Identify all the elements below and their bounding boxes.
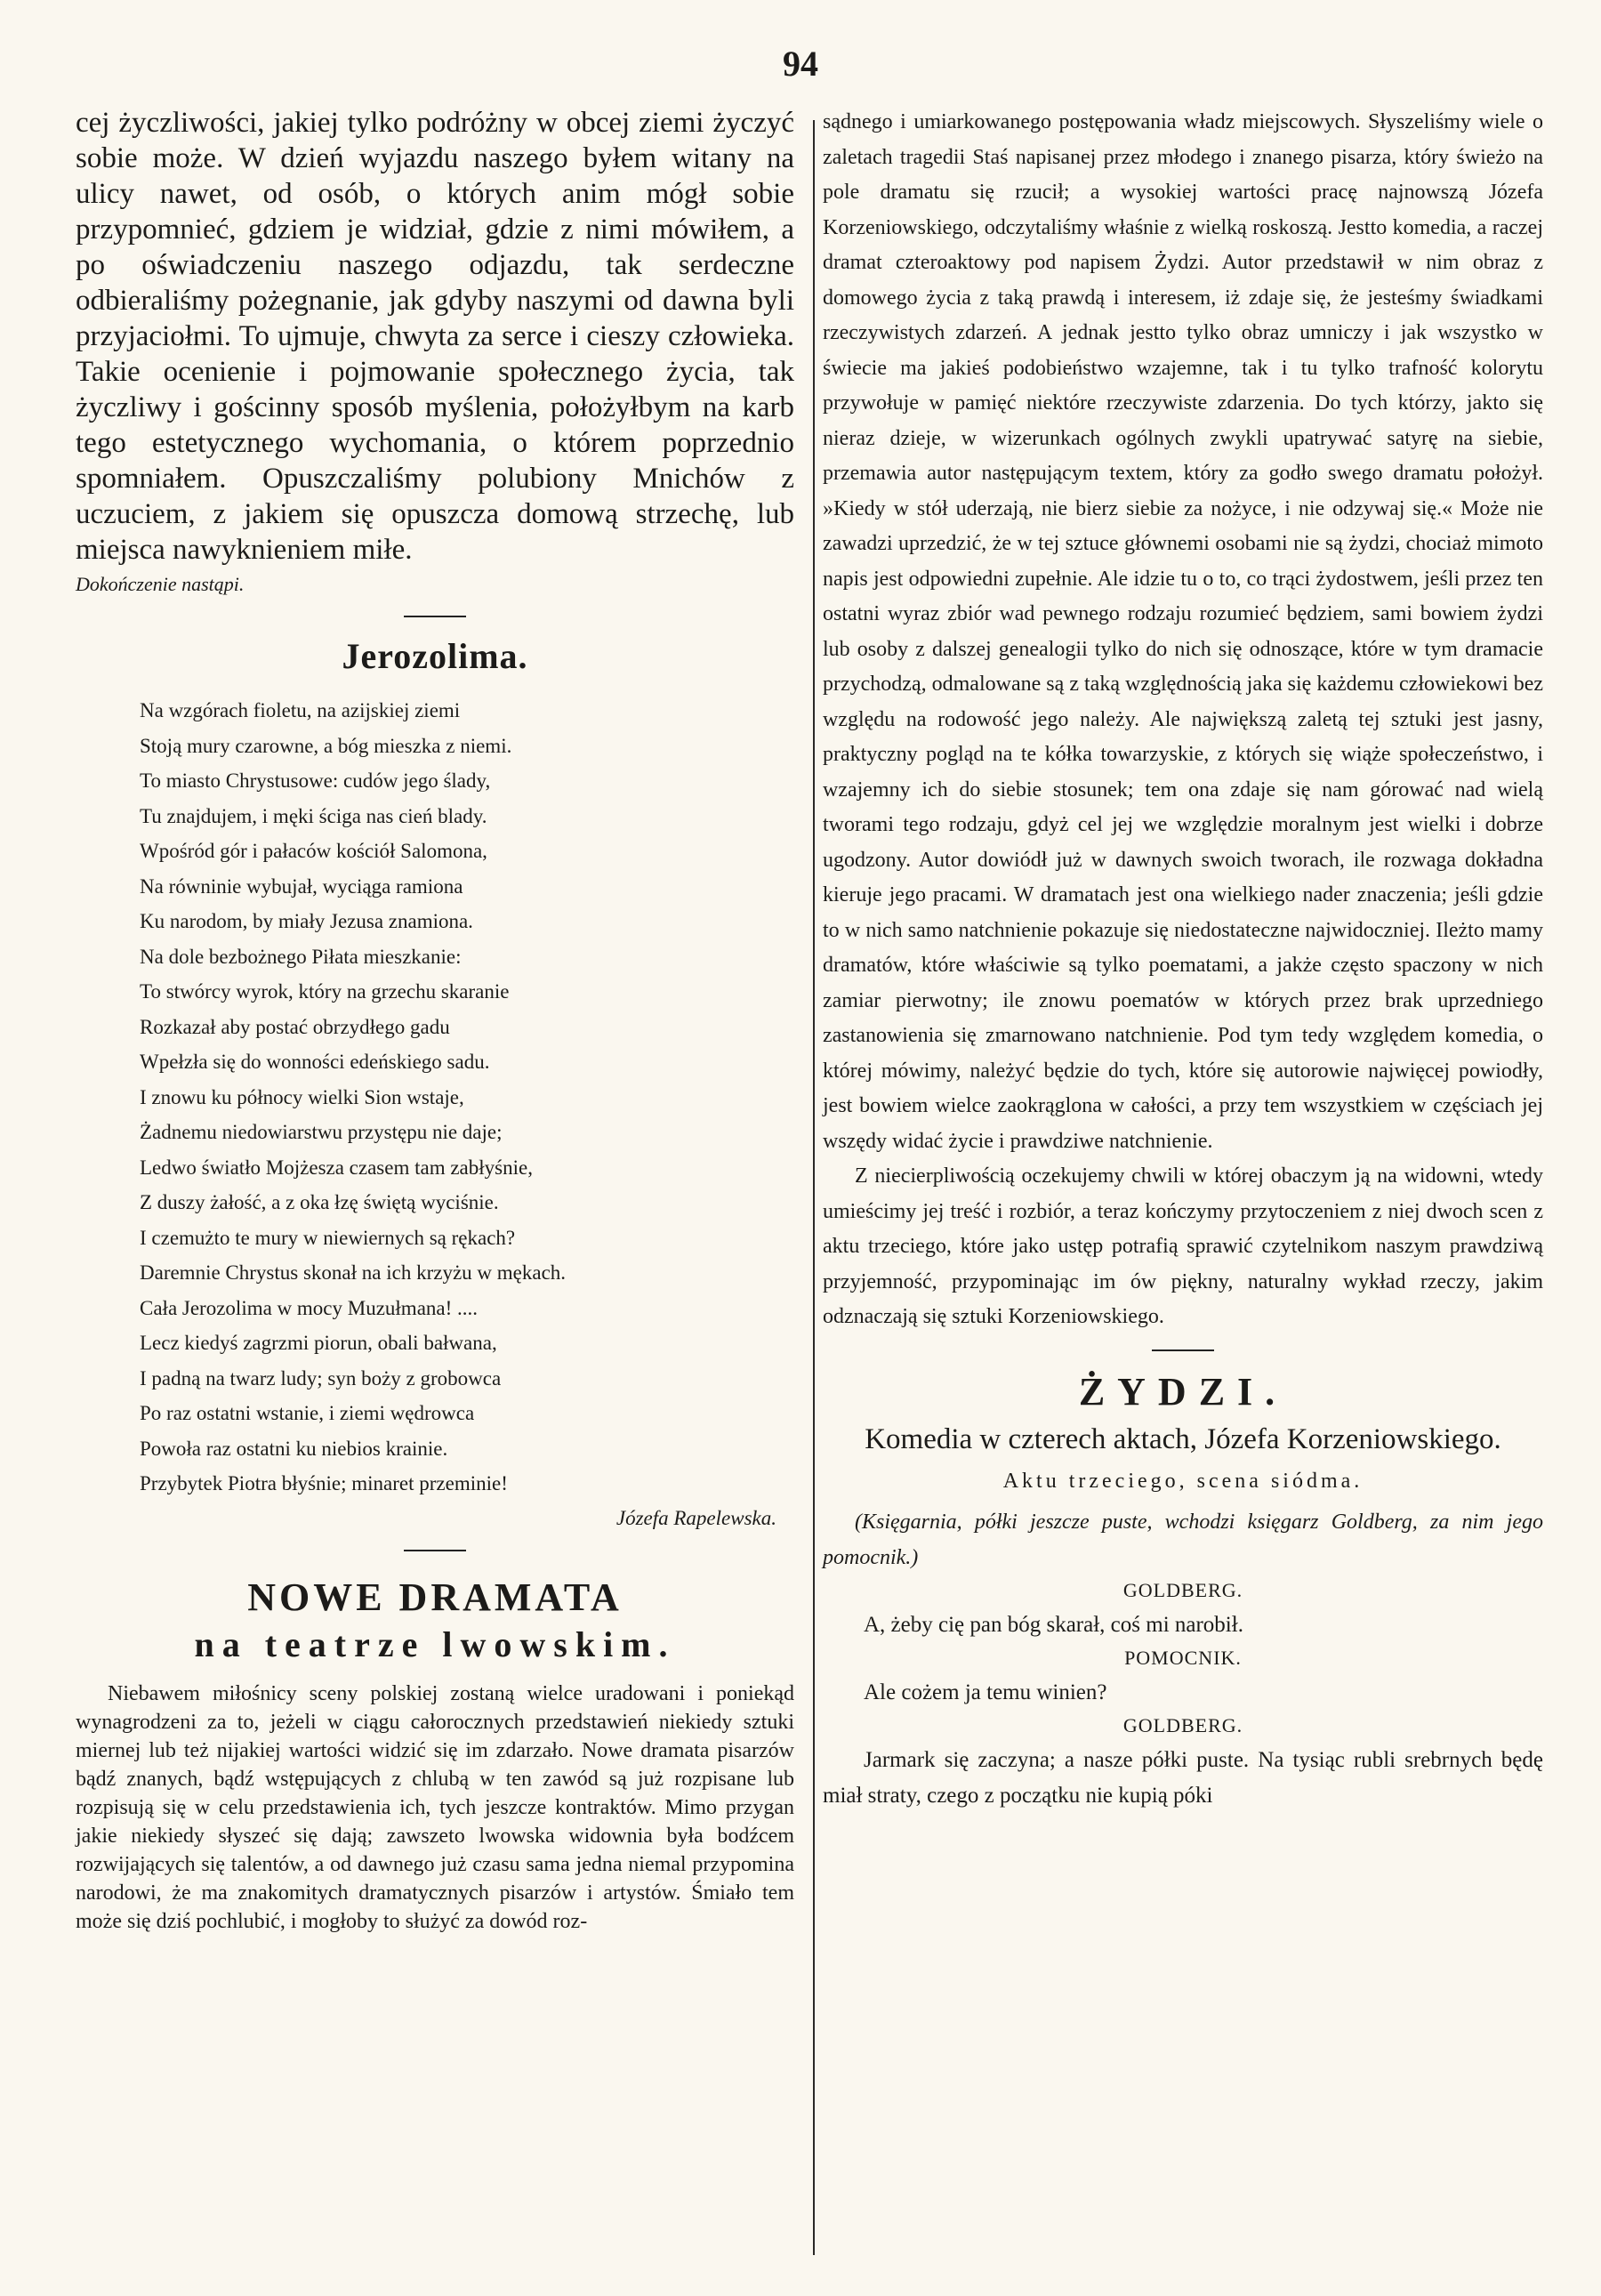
poem-signature: Józefa Rapelewska. xyxy=(615,1506,776,1529)
dramata-subtitle: na teatrze lwowskim. xyxy=(194,1623,676,1664)
poem-line: Powoła raz ostatni ku niebios krainie. xyxy=(140,1437,448,1460)
play-subtitle: Komedia w czterech aktach, Józefa Korzeniowskiego. xyxy=(865,1422,1501,1455)
poem-title: Jerozolima. xyxy=(342,636,528,676)
section-rule xyxy=(404,1550,466,1551)
speaker-name: GOLDBERG. xyxy=(1122,1713,1243,1736)
poem-line: I czemużto te mury w niewiernych są rękach? xyxy=(140,1226,516,1249)
dramata-article: Niebawem miłośnicy sceny polskiej zostaną wielce uradowani i poniekąd wynagrodzeni za to, jeżeli w ciągu całorocznych przedstawień niekiedy sztuki miernej lub też nijakiej wartości widzić się im zdarzało. Nowe dramata pisarzów bądź znanych, bądź wstępujących z chlubą w ten zawód są już rozpisane lub rozpisują się w celu przedstawienia ich, tych jeszcze kontraktów. Mimo przygan jakie niekiedy słyszeć się dają; zawszeto lwowska widownia była bodźcem rozwijających się talentów, a od dawnego już czasu sama jedna niemal przypomina narodowi, że ma znakomitych dramatycznych pisarzów i artystów. Śmiało tem może się dziś pochlubić, i mogłoby to służyć za dowód roz- xyxy=(76,1681,794,1933)
poem-line: Wpośród gór i pałaców kościół Salomona, xyxy=(140,840,487,862)
poem xyxy=(140,693,794,1535)
poem-line: Na wzgórach fioletu, na azijskiej ziemi xyxy=(140,699,461,721)
poem-line: Ledwo światło Mojżesza czasem tam zabłyśnie, xyxy=(140,1156,533,1179)
page-number: 94 xyxy=(783,44,818,84)
dialogue-line: Ale cożem ja temu winien? xyxy=(864,1680,1107,1704)
column-divider xyxy=(813,120,815,2255)
poem-line: Przybytek Piotra błyśnie; minaret przeminie! xyxy=(140,1472,508,1494)
poem-line: I padną na twarz ludy; syn boży z grobowca xyxy=(140,1366,502,1390)
dialogue-line: Jarmark się zaczyna; a nasze półki puste. Na tysiąc rubli srebrnych będę miał straty, czego z początku nie kupią póki xyxy=(823,1747,1543,1808)
section-rule xyxy=(404,616,466,617)
article-continuation: cej życzliwości, jakiej tylko podróżny w obcej ziemi życzyć sobie może. W dzień wyjazdu naszego byłem witany na ulicy nawet, od osób, o których anim mógł sobie przypomnieć, gdziem je widział, gdzie z nimi mówiłem, a po oświadczeniu naszego odjazdu, tak serdeczne odbieraliśmy pożegnanie, jak gdyby naszymi od dawna byli przyjaciołmi. To ujmuje, chwyta za serce i cieszy człowieka. Takie ocenienie i pojmowanie społecznego życia, tak życzliwy i gościnny sposób myślenia, położyłbym na karb tego estetycznego wychomania, o którem poprzednio spomniałem. Opuszczaliśmy polubiony Mnichów z uczuciem, z jakiem się opuszcza domową strzechę, lub miejsca nawyknieniem miłe. xyxy=(76,107,794,566)
play-title: ŻYDZI. xyxy=(1078,1369,1288,1414)
poem-line: Ku narodom, by miały Jezusa znamiona. xyxy=(140,910,473,932)
stage-direction: (Księgarnia, półki jeszcze puste, wchodzi księgarz Goldberg, za nim jego pomocnik.) xyxy=(823,1510,1543,1569)
poem-line: Na dole bezbożnego Piłata mieszkanie: xyxy=(140,945,462,968)
right-column xyxy=(823,105,1543,1814)
dialogue-line: A, żeby cię pan bóg skarał, coś mi narobił. xyxy=(864,1612,1243,1637)
poem-line: To stwórcy wyrok, który na grzechu skaranie xyxy=(140,980,510,1003)
poem-line: Daremnie Chrystus skonał na ich krzyżu w mękach. xyxy=(140,1261,567,1284)
poem-line: Z duszy żałość, a z oka łzę świętą wyciśnie. xyxy=(140,1191,499,1213)
poem-line: Wpełzła się do wonności edeńskiego sadu. xyxy=(140,1051,490,1073)
poem-line: Stoją mury czarowne, a bóg mieszka z niemi. xyxy=(140,734,512,757)
poem-line: Tu znajdujem, i męki ściga nas cień blady. xyxy=(140,804,487,827)
poem-line: Cała Jerozolima w mocy Muzułmana! .... xyxy=(140,1296,479,1319)
poem-line: Lecz kiedyś zagrzmi piorun, obali bałwana, xyxy=(140,1332,497,1354)
poem-line: Po raz ostatni wstanie, i ziemi wędrowca xyxy=(140,1402,475,1424)
speaker-name: GOLDBERG. xyxy=(1122,1578,1243,1601)
act-heading: Aktu trzeciego, scena siódma. xyxy=(1002,1469,1364,1493)
continuation-signature: Dokończenie nastąpi. xyxy=(76,573,245,595)
article-paragraph: Z niecierpliwością oczekujemy chwili w której obaczym ją na widowni, wtedy umieścimy jej treść i rozbiór, a teraz kończymy przytoczeniem z niej dwoch scen z aktu trzeciego, które jako ustęp potrafią sprawić czytelnikom naszym prawdziwą przyjemność, przypominając im ów piękny, naturalny wykład rzeczy, jakim odznaczają się sztuki Korzeniowskiego. xyxy=(823,1164,1543,1328)
article-paragraph: sądnego i umiarkowanego postępowania władz miejscowych. Słyszeliśmy wiele o zaletach tragedii Staś napisanej przez młodego i znanego pisarza, który świeżo na pole dramatu się rzucił; a wysokiej wartości pracę najnowszą Józefa Korzeniowskiego, odczytaliśmy właśnie z wielką roskoszą. Jestto komedia, a raczej dramat czteroaktowy pod napisem Żydzi. Autor przedstawił w nim obraz z domowego życia z taką prawdą i interesem, iż zdaje się, że jesteśmy świadkami rzeczywistych zdarzeń. A jednak jestto tylko obraz umniczy i jak wszystko w świecie ma jakieś podobieństwo wzajemne, tak i tu tylko trafność kolorytu przywołuje w pamięć niektóre rzeczywiste zdarzenia. Do tych którzy, jakto się nieraz dzieje, w wizerunkach ogólnych zwykli upatrywać satyrę na siebie, przemawia autor następującym textem, który za godło swego dramatu położył. »Kiedy w stół uderzają, nie bierz siebie za nożyce, i nie odzywaj się.« Może nie zawadzi uprzedzić, że w tej sztuce głównemi osobami nie są żydzi, chociaż mimoto napis jest odpowiedni zupełnie. Ale idzie tu o to, co trąci żydostwem, jeśli przez ten ostatni wyraz zbiór wad pewnego rodzaju rozumieć będziem, sami bowiem żydzi lub osoby z dalszej genealogii tylko do nich się odnoszące, które w tym dramacie przychodzą, odmalowane są z taką względnością jaka się każdemu człowiekowi bez względu na rodowość jego należy. Ale największą zaletą tej sztuki jest jasny, praktyczny pogląd na te kółka towarzyskie, z których się wiąże społeczeństwo, i wzajemny ich do siebie stosunek; tem ona zdaje się nam górować nad wielą tworami tego rodzaju, gdyż cel jej we względzie moralnym jest wielki i dobrze ugodzony. Autor dowiódł już w dawnych swoich tworach, ile rozwaga dokładna kieruje jego pracami. W dramatach jest ona wielkiego nader znaczenia; jeśli gdzie to w nich samo natchnienie pokazuje się niedostateczne najwidoczniej. Ileżto mamy dramatów, które właściwie są tylko poematami, a jakże często spaczony w nich zamiar pierwotny; ile znowu poematów w których przez brak uprzedniego zastanowienia się zmarnowano natchnienie. Pod tym tedy względem komedia, o której mówimy, należyć będzie do tych, które się autorowie najwięcej powiodły, jest bowiem wielce zaokrąglona w całości, a przy tem wszystkiem w częściach jej wszędy widać życie i prawdziwe natchnienie. xyxy=(823,110,1543,1153)
poem-line: Na równinie wybujał, wyciąga ramiona xyxy=(140,874,463,898)
poem-line: Żadnemu niedowiarstwu przystępu nie daje; xyxy=(140,1121,503,1143)
speaker-name: POMOCNIK. xyxy=(1124,1646,1242,1669)
poem-line: Rozkazał aby postać obrzydłego gadu xyxy=(140,1015,450,1038)
dramata-title: NOWE DRAMATA xyxy=(247,1575,623,1619)
section-rule xyxy=(1152,1349,1214,1351)
poem-line: To miasto Chrystusowe: cudów jego ślady, xyxy=(140,769,491,792)
left-column xyxy=(76,105,794,1936)
poem-line: I znowu ku północy wielki Sion wstaje, xyxy=(140,1085,464,1108)
